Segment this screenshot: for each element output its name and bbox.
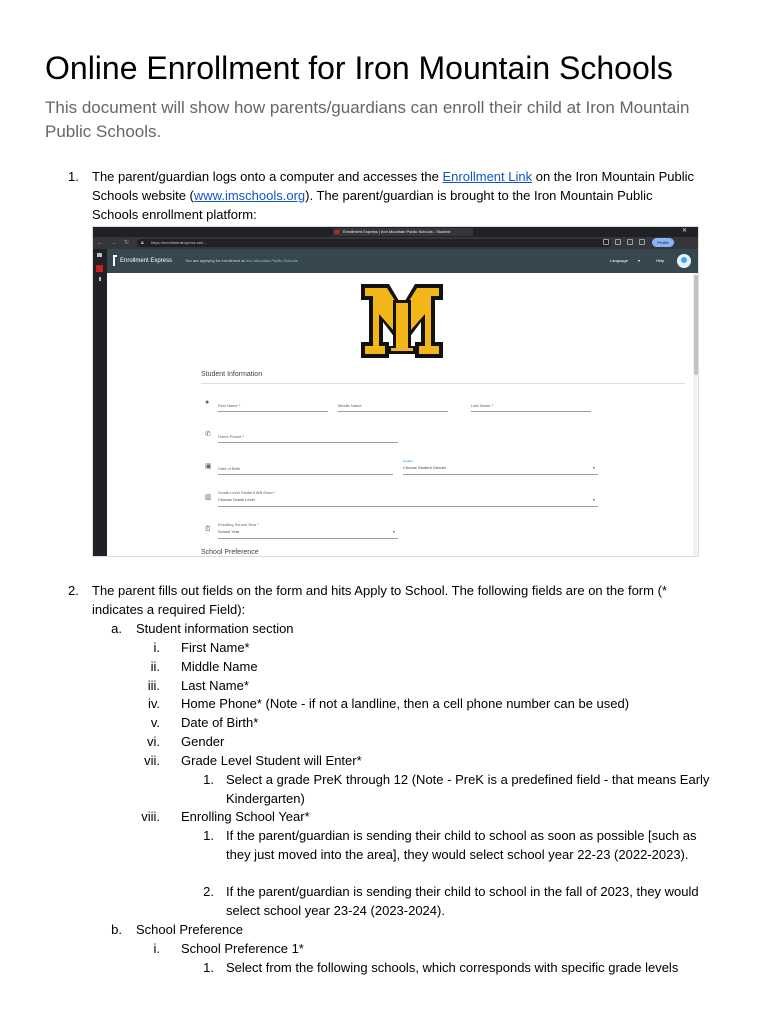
list-item-marker: vii.: [144, 753, 160, 768]
step-2-text: The parent fills out fields on the form and hits Apply to School. The following fields are on the form (* indicates a required Field):: [92, 583, 667, 617]
step-1-text: [92, 167, 698, 224]
extension-icon[interactable]: [615, 239, 621, 245]
list-item-text: School Preference 1*: [181, 941, 304, 956]
section-school-preference: School Preference: [201, 549, 259, 556]
brand-logo-icon: [113, 255, 117, 266]
url-input[interactable]: [137, 239, 611, 247]
sidepanel-icon[interactable]: [639, 239, 645, 245]
school-year-chevron-down-icon: ▾: [393, 529, 396, 534]
section-divider: [201, 383, 685, 384]
home-phone-field[interactable]: Home Phone *: [218, 434, 245, 439]
grade-level-icon: ▥: [205, 494, 212, 501]
school-year-underline: [218, 538, 398, 539]
brand-name[interactable]: Enrollment Express: [120, 258, 173, 264]
section-a-label: Student information section: [136, 621, 294, 636]
section-student-information: Student Information: [201, 371, 263, 378]
language-menu[interactable]: Language: [610, 258, 628, 263]
favicon-icon: [335, 230, 339, 234]
alarm-clock-icon: ⏰︎: [205, 526, 211, 533]
window-close-icon[interactable]: ✕: [682, 228, 688, 234]
browser-tab[interactable]: [333, 228, 473, 236]
gender-label: Gender: [403, 459, 414, 463]
more-icon[interactable]: [99, 277, 101, 281]
calendar-icon: ▣: [205, 463, 212, 470]
grade-note-text: Select a grade PreK through 12 (Note - PreK is a predefined field - that means Early Kindergarten): [226, 772, 710, 806]
page-scrollbar[interactable]: [693, 273, 699, 557]
scrollbar-thumb[interactable]: [694, 275, 698, 375]
school-website-link[interactable]: www.imschools.org: [193, 188, 306, 203]
last-name-underline: [471, 411, 591, 412]
school-year-select[interactable]: School Year: [218, 529, 240, 534]
list-item-marker: viii.: [141, 809, 160, 824]
lock-icon: 🔒︎: [141, 240, 144, 246]
section-b-label: School Preference: [136, 922, 243, 937]
enrollment-platform-screenshot: [92, 226, 699, 557]
menu-icon[interactable]: [97, 253, 102, 257]
list-item-text: Middle Name: [181, 659, 258, 674]
grade-chevron-down-icon: ▾: [593, 497, 596, 502]
school-logo: [359, 282, 445, 360]
gender-underline: [403, 474, 598, 475]
list-item-text: Date of Birth*: [181, 715, 259, 730]
page-subtitle: This document will show how parents/guardians can enroll their child at Iron Mountain Public Schools.: [45, 98, 690, 141]
reload-icon[interactable]: ↻: [124, 240, 130, 246]
list-item-text: Grade Level Student will Enter*: [181, 753, 362, 768]
step-2-number: 2.: [68, 583, 79, 598]
grade-note-marker: 1.: [203, 772, 214, 787]
grade-level-select[interactable]: Choose Grade Level: [218, 497, 255, 502]
list-item-text: Home Phone* (Note - if not a landline, then a cell phone number can be used): [181, 696, 630, 711]
school-year-note-1-text: If the parent/guardian is sending their child to school as soon as possible [such as they just moved into the area], they would select school year 22-23 (2022-2023).: [226, 828, 697, 862]
step-1-number: 1.: [68, 169, 79, 184]
grade-level-label: Grade Level Student Will Enter *: [218, 490, 276, 495]
left-sidebar: [93, 249, 107, 557]
gender-chevron-down-icon: ▾: [593, 465, 596, 470]
browser-tab-title: Enrollment Express | Iron Mountain Public Schools - Student: [343, 229, 451, 234]
middle-name-field[interactable]: Middle Name: [338, 403, 362, 408]
list-item-text: Enrolling School Year*: [181, 809, 310, 824]
school-year-label: Enrolling School Year *: [218, 522, 259, 527]
help-link[interactable]: Help: [656, 258, 665, 263]
phone-icon: ✆: [205, 431, 211, 438]
middle-name-underline: [338, 411, 448, 412]
page-title: Online Enrollment for Iron Mountain Schools: [45, 50, 673, 86]
date-of-birth-underline: [218, 474, 393, 475]
school-year-note-2-text: If the parent/guardian is sending their child to school in the fall of 2023, they would select school year 23-24 (2023-2024).: [226, 884, 699, 918]
header-banner: [185, 249, 298, 273]
section-a-marker: a.: [111, 621, 122, 636]
step-1-text-a: The parent/guardian logs onto a computer and accesses the: [92, 169, 443, 184]
list-item-marker: i.: [153, 640, 160, 655]
gender-select[interactable]: Choose Student Gender: [403, 465, 447, 470]
app-shortcut-icon[interactable]: [96, 265, 103, 272]
chevron-down-icon: ▾: [638, 258, 641, 263]
school-preference-note-text: Select from the following schools, which corresponds with specific grade levels: [226, 960, 679, 975]
person-icon: ●: [205, 399, 210, 406]
list-item-text: Last Name*: [181, 678, 249, 693]
browser-address-bar: [93, 237, 698, 249]
user-avatar-icon[interactable]: [677, 254, 691, 268]
date-of-birth-field[interactable]: Date of Birth: [218, 466, 241, 471]
list-item-marker: v.: [150, 715, 160, 730]
list-item-text: First Name*: [181, 640, 250, 655]
school-year-note-2-marker: 2.: [203, 884, 214, 899]
section-b-marker: b.: [111, 922, 122, 937]
banner-school-link[interactable]: Iron Mountain Public Schools: [245, 258, 298, 263]
school-year-note-1-marker: 1.: [203, 828, 214, 843]
share-icon[interactable]: [627, 239, 633, 245]
list-item-marker: iii.: [147, 678, 160, 693]
back-icon[interactable]: ←: [97, 240, 103, 246]
profile-button[interactable]: Profile: [652, 238, 674, 247]
list-item-marker: iv.: [147, 696, 160, 711]
forward-icon[interactable]: →: [111, 240, 117, 246]
home-phone-underline: [218, 442, 398, 443]
school-preference-note-marker: 1.: [203, 960, 214, 975]
bookmark-icon[interactable]: [603, 239, 609, 245]
list-item-marker: vi.: [147, 734, 160, 749]
first-name-underline: [218, 411, 328, 412]
list-item-marker: ii.: [150, 659, 160, 674]
url-text: https://enrollmentexpress.net/...: [151, 240, 207, 245]
first-name-field[interactable]: First Name *: [218, 403, 241, 408]
enrollment-link[interactable]: Enrollment Link: [442, 169, 533, 184]
app-header: [107, 249, 699, 273]
step-1-text-c: ). The parent/guardian is brought to the Iron Mountain Public Schools enrollment platform:: [92, 188, 653, 222]
list-item-marker: i.: [153, 941, 160, 956]
last-name-field[interactable]: Last Name *: [471, 403, 494, 408]
grade-level-underline: [218, 506, 598, 507]
banner-text: You are applying for enrollment at: [185, 258, 246, 263]
browser-tab-bar: [93, 227, 698, 237]
step-1-text-b: on the Iron Mountain Public Schools website (: [92, 169, 694, 203]
list-item-text: Gender: [181, 734, 225, 749]
